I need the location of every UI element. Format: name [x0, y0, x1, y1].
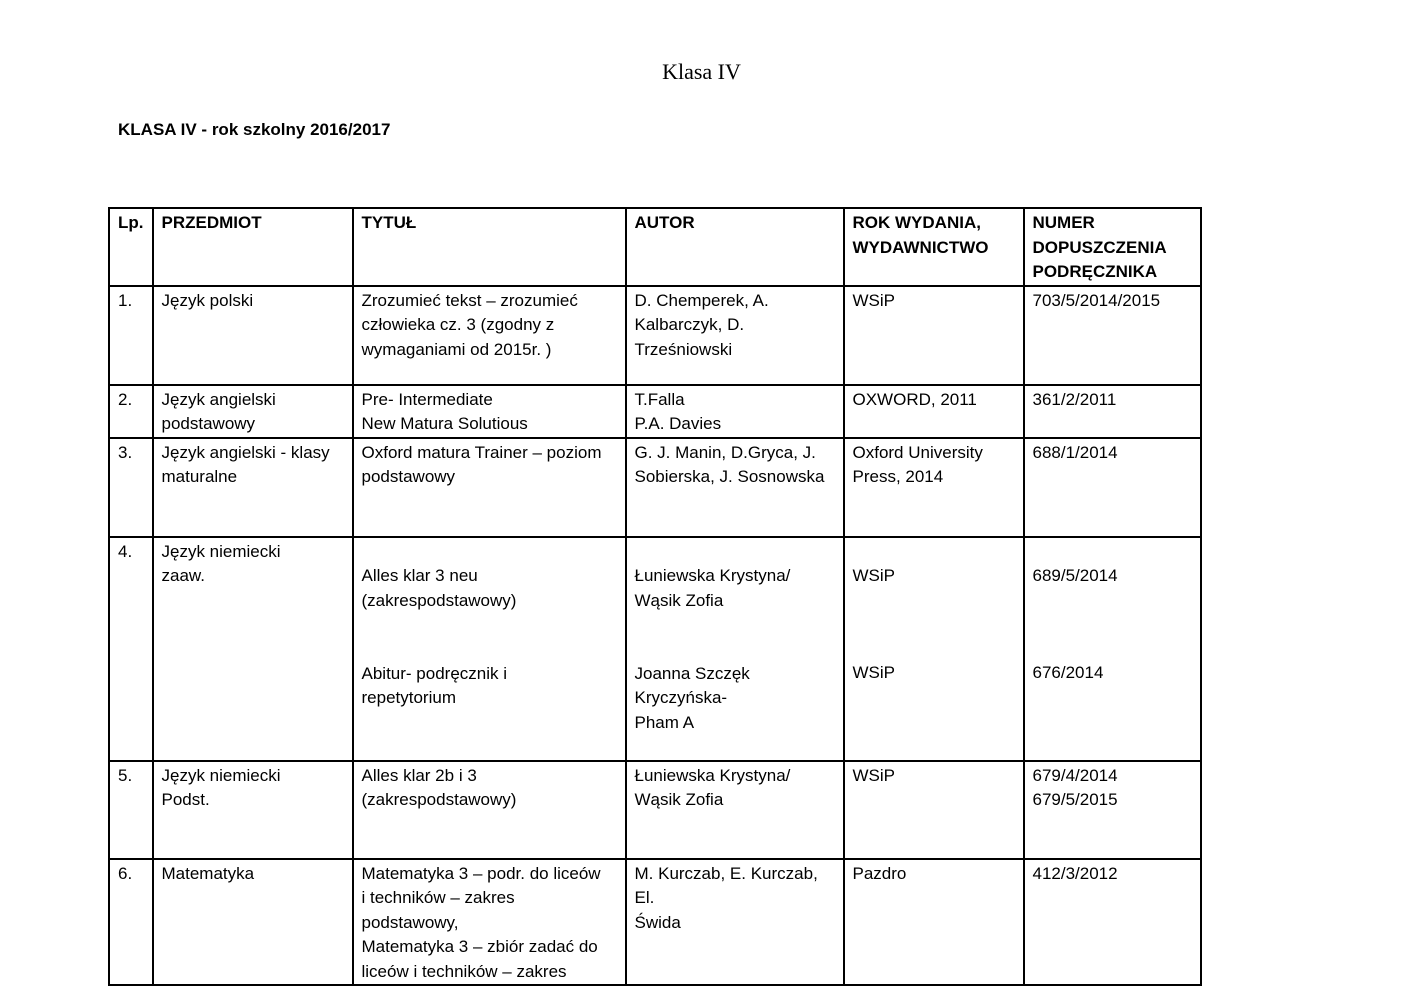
cell-lp: 4.: [109, 537, 153, 761]
cell-title: Matematyka 3 – podr. do liceów i techników – zakres podstawowy, Matematyka 3 – zbiór zadać do liceów i techników – zakres: [353, 859, 626, 986]
table-row: [109, 537, 1201, 761]
approval-number-entry-2: 676/2014: [1032, 663, 1104, 682]
header-subject: PRZEDMIOT: [153, 208, 353, 286]
cell-author: M. Kurczab, E. Kurczab, El. Świda: [626, 859, 844, 986]
table-row: [109, 438, 1201, 537]
cell-approval-number: 679/4/2014 679/5/2015: [1024, 761, 1201, 859]
title-entry-1: Alles klar 3 neu (zakrespodstawowy): [361, 566, 517, 610]
header-approval-number: NUMER DOPUSZCZENIA PODRĘCZNIKA: [1024, 208, 1201, 286]
cell-author: [626, 537, 844, 761]
cell-title: Zrozumieć tekst – zrozumieć człowieka cz. 3 (zgodny z wymaganiami od 2015r. ): [353, 286, 626, 385]
cell-approval-number: [1024, 537, 1201, 761]
header-title: TYTUŁ: [353, 208, 626, 286]
cell-title: [353, 537, 626, 761]
cell-approval-number: 361/2/2011: [1024, 385, 1201, 438]
cell-subject: Język polski: [153, 286, 353, 385]
document-heading: KLASA IV - rok szkolny 2016/2017: [118, 120, 391, 139]
author-entry-2: Joanna Szczęk Kryczyńska- Pham A: [634, 663, 750, 732]
cell-publisher: Pazdro: [844, 859, 1024, 986]
cell-lp: 2.: [109, 385, 153, 438]
publisher-entry-1: WSiP: [852, 566, 895, 585]
cell-lp: 1.: [109, 286, 153, 385]
cell-subject: Język niemiecki Podst.: [153, 761, 353, 859]
table-row: [109, 761, 1201, 859]
cell-subject: Matematyka: [153, 859, 353, 986]
cell-publisher: WSiP: [844, 286, 1024, 385]
cell-lp: 6.: [109, 859, 153, 986]
table-header-row: [109, 208, 1201, 286]
page-title: Klasa IV: [662, 59, 741, 84]
cell-lp: 5.: [109, 761, 153, 859]
cell-title: Oxford matura Trainer – poziom podstawowy: [353, 438, 626, 537]
cell-subject: Język angielski podstawowy: [153, 385, 353, 438]
cell-publisher: WSiP: [844, 761, 1024, 859]
cell-subject: Język niemiecki zaaw.: [153, 537, 353, 761]
cell-author: T.Falla P.A. Davies: [626, 385, 844, 438]
table-row: [109, 859, 1201, 986]
cell-author: Łuniewska Krystyna/ Wąsik Zofia: [626, 761, 844, 859]
cell-approval-number: 703/5/2014/2015: [1024, 286, 1201, 385]
cell-approval-number: 412/3/2012: [1024, 859, 1201, 986]
title-entry-2: Abitur- podręcznik i repetytorium: [361, 663, 508, 707]
table-row: [109, 385, 1201, 438]
cell-publisher: [844, 537, 1024, 761]
cell-author: G. J. Manin, D.Gryca, J. Sobierska, J. Sosnowska: [626, 438, 844, 537]
cell-subject: Język angielski - klasy maturalne: [153, 438, 353, 537]
cell-publisher: OXWORD, 2011: [844, 385, 1024, 438]
publisher-entry-2: WSiP: [852, 663, 895, 682]
cell-author: D. Chemperek, A. Kalbarczyk, D. Trześniowski: [626, 286, 844, 385]
header-publisher: ROK WYDANIA, WYDAWNICTWO: [844, 208, 1024, 286]
textbook-table-container: [108, 207, 1202, 986]
cell-title: Pre- Intermediate New Matura Solutious: [353, 385, 626, 438]
cell-approval-number: 688/1/2014: [1024, 438, 1201, 537]
approval-number-entry-1: 689/5/2014: [1032, 566, 1118, 585]
header-author: AUTOR: [626, 208, 844, 286]
table-row: [109, 286, 1201, 385]
author-entry-1: Łuniewska Krystyna/ Wąsik Zofia: [634, 566, 791, 610]
cell-title: Alles klar 2b i 3 (zakrespodstawowy): [353, 761, 626, 859]
textbook-table: [108, 207, 1202, 986]
cell-lp: 3.: [109, 438, 153, 537]
cell-publisher: Oxford University Press, 2014: [844, 438, 1024, 537]
header-lp: Lp.: [109, 208, 153, 286]
